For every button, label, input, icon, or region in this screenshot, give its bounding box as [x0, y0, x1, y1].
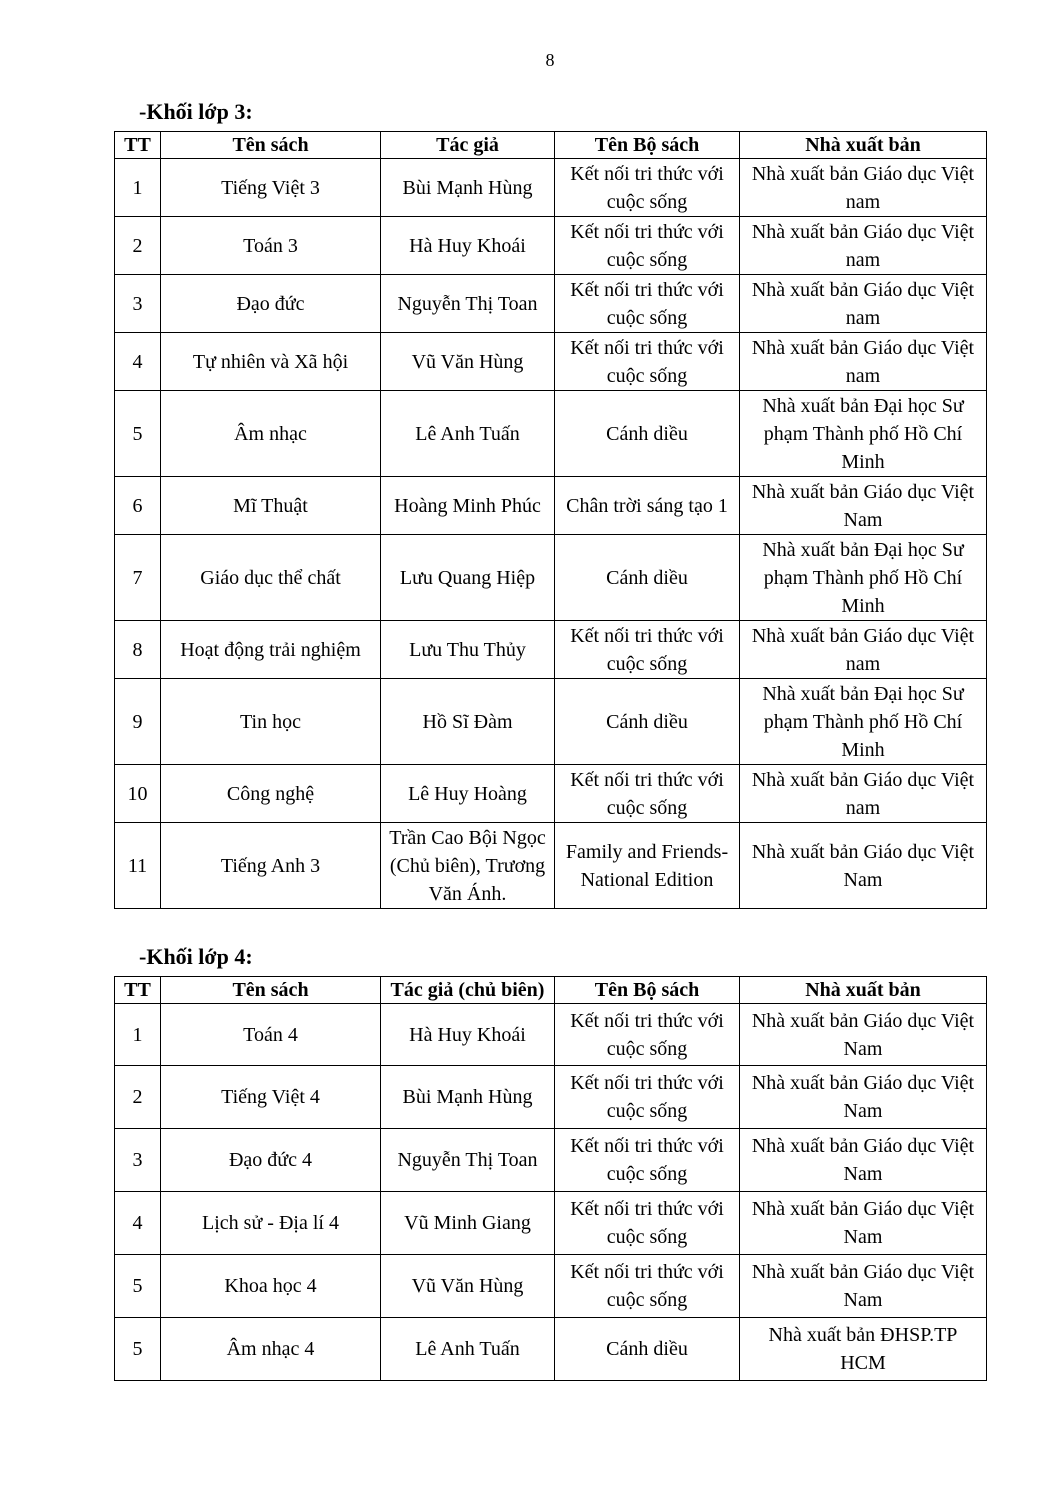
cell-publisher: Nhà xuất bản Đại học Sư phạm Thành phố Hồ Chí Minh	[740, 391, 987, 477]
cell-publisher: Nhà xuất bản Đại học Sư phạm Thành phố Hồ Chí Minh	[740, 535, 987, 621]
table-row	[115, 621, 987, 679]
cell-publisher: Nhà xuất bản Giáo dục Việt nam	[740, 765, 987, 823]
cell-book-series: Kết nối tri thức với cuộc sống	[555, 159, 740, 217]
cell-book-series: Kết nối tri thức với cuộc sống	[555, 1066, 740, 1129]
header-tt: TT	[115, 132, 161, 159]
cell-book-series: Kết nối tri thức với cuộc sống	[555, 217, 740, 275]
cell-tt: 1	[115, 159, 161, 217]
header-tt: TT	[115, 977, 161, 1004]
cell-author: Hà Huy Khoái	[381, 1004, 555, 1066]
cell-author: Vũ Minh Giang	[381, 1192, 555, 1255]
cell-tt: 2	[115, 217, 161, 275]
header-author: Tác giả	[381, 132, 555, 159]
cell-tt: 7	[115, 535, 161, 621]
cell-book-title: Tự nhiên và Xã hội	[161, 333, 381, 391]
header-book-title: Tên sách	[161, 132, 381, 159]
cell-author: Hà Huy Khoái	[381, 217, 555, 275]
cell-book-series: Cánh diều	[555, 535, 740, 621]
cell-book-series: Kết nối tri thức với cuộc sống	[555, 1192, 740, 1255]
table-row	[115, 217, 987, 275]
cell-book-title: Tin học	[161, 679, 381, 765]
cell-tt: 3	[115, 275, 161, 333]
cell-author: Nguyễn Thị Toan	[381, 1129, 555, 1192]
cell-author: Vũ Văn Hùng	[381, 333, 555, 391]
cell-author: Hồ Sĩ Đàm	[381, 679, 555, 765]
table-row	[115, 477, 987, 535]
cell-book-title: Lịch sử - Địa lí 4	[161, 1192, 381, 1255]
grade4-heading: -Khối lớp 4:	[139, 944, 253, 969]
cell-publisher: Nhà xuất bản Giáo dục Việt Nam	[740, 823, 987, 909]
cell-author: Bùi Mạnh Hùng	[381, 1066, 555, 1129]
table-row	[115, 1318, 987, 1381]
cell-tt: 3	[115, 1129, 161, 1192]
cell-author: Trần Cao Bội Ngọc (Chủ biên), Trương Văn Ánh.	[381, 823, 555, 909]
cell-publisher: Nhà xuất bản Giáo dục Việt Nam	[740, 1255, 987, 1318]
grade4-book-table	[114, 976, 987, 1381]
cell-book-title: Hoạt động trải nghiệm	[161, 621, 381, 679]
grade3-book-table	[114, 131, 987, 909]
cell-publisher: Nhà xuất bản Giáo dục Việt Nam	[740, 1192, 987, 1255]
table-row	[115, 765, 987, 823]
table-row	[115, 1129, 987, 1192]
cell-publisher: Nhà xuất bản Giáo dục Việt Nam	[740, 1129, 987, 1192]
table-row	[115, 1004, 987, 1066]
page-number: 8	[545, 50, 555, 70]
cell-tt: 11	[115, 823, 161, 909]
table-row	[115, 823, 987, 909]
table-row	[115, 1066, 987, 1129]
cell-author: Nguyễn Thị Toan	[381, 275, 555, 333]
header-publisher: Nhà xuất bản	[740, 977, 987, 1004]
cell-book-series: Cánh diều	[555, 679, 740, 765]
cell-book-title: Đạo đức 4	[161, 1129, 381, 1192]
table-header-row	[115, 977, 987, 1004]
cell-author: Vũ Văn Hùng	[381, 1255, 555, 1318]
table-row	[115, 391, 987, 477]
cell-publisher: Nhà xuất bản Giáo dục Việt nam	[740, 275, 987, 333]
cell-book-title: Tiếng Anh 3	[161, 823, 381, 909]
cell-book-series: Kết nối tri thức với cuộc sống	[555, 333, 740, 391]
cell-book-title: Toán 4	[161, 1004, 381, 1066]
cell-book-series: Family and Friends- National Edition	[555, 823, 740, 909]
cell-book-series: Kết nối tri thức với cuộc sống	[555, 1255, 740, 1318]
cell-publisher: Nhà xuất bản Giáo dục Việt Nam	[740, 477, 987, 535]
grade3-heading: -Khối lớp 3:	[139, 99, 253, 124]
table-row	[115, 535, 987, 621]
header-book-title: Tên sách	[161, 977, 381, 1004]
cell-author: Hoàng Minh Phúc	[381, 477, 555, 535]
cell-publisher: Nhà xuất bản Giáo dục Việt nam	[740, 333, 987, 391]
cell-book-title: Tiếng Việt 3	[161, 159, 381, 217]
cell-book-title: Đạo đức	[161, 275, 381, 333]
cell-publisher: Nhà xuất bản Giáo dục Việt nam	[740, 621, 987, 679]
cell-author: Lê Anh Tuấn	[381, 1318, 555, 1381]
cell-book-title: Giáo dục thể chất	[161, 535, 381, 621]
cell-book-title: Tiếng Việt 4	[161, 1066, 381, 1129]
cell-publisher: Nhà xuất bản Giáo dục Việt Nam	[740, 1066, 987, 1129]
cell-tt: 5	[115, 1255, 161, 1318]
cell-book-series: Kết nối tri thức với cuộc sống	[555, 765, 740, 823]
cell-tt: 8	[115, 621, 161, 679]
cell-publisher: Nhà xuất bản Đại học Sư phạm Thành phố Hồ Chí Minh	[740, 679, 987, 765]
cell-publisher: Nhà xuất bản Giáo dục Việt nam	[740, 159, 987, 217]
cell-book-title: Mĩ Thuật	[161, 477, 381, 535]
header-publisher: Nhà xuất bản	[740, 132, 987, 159]
cell-tt: 4	[115, 333, 161, 391]
cell-tt: 5	[115, 391, 161, 477]
cell-tt: 9	[115, 679, 161, 765]
cell-book-series: Cánh diều	[555, 1318, 740, 1381]
cell-book-title: Toán 3	[161, 217, 381, 275]
cell-tt: 1	[115, 1004, 161, 1066]
cell-book-series: Kết nối tri thức với cuộc sống	[555, 1129, 740, 1192]
cell-book-title: Khoa học 4	[161, 1255, 381, 1318]
cell-book-series: Kết nối tri thức với cuộc sống	[555, 1004, 740, 1066]
cell-tt: 6	[115, 477, 161, 535]
table-row	[115, 333, 987, 391]
table-row	[115, 1255, 987, 1318]
cell-author: Bùi Mạnh Hùng	[381, 159, 555, 217]
header-book-series: Tên Bộ sách	[555, 132, 740, 159]
cell-book-title: Công nghệ	[161, 765, 381, 823]
cell-book-series: Kết nối tri thức với cuộc sống	[555, 621, 740, 679]
cell-author: Lê Anh Tuấn	[381, 391, 555, 477]
cell-tt: 5	[115, 1318, 161, 1381]
cell-publisher: Nhà xuất bản Giáo dục Việt nam	[740, 217, 987, 275]
cell-tt: 2	[115, 1066, 161, 1129]
cell-author: Lưu Quang Hiệp	[381, 535, 555, 621]
cell-book-series: Cánh diều	[555, 391, 740, 477]
cell-author: Lưu Thu Thủy	[381, 621, 555, 679]
cell-tt: 10	[115, 765, 161, 823]
cell-book-series: Chân trời sáng tạo 1	[555, 477, 740, 535]
table-row	[115, 159, 987, 217]
cell-book-series: Kết nối tri thức với cuộc sống	[555, 275, 740, 333]
header-author: Tác giả (chủ biên)	[381, 977, 555, 1004]
table-row	[115, 275, 987, 333]
cell-author: Lê Huy Hoàng	[381, 765, 555, 823]
cell-publisher: Nhà xuất bản Giáo dục Việt Nam	[740, 1004, 987, 1066]
cell-book-title: Âm nhạc	[161, 391, 381, 477]
cell-publisher: Nhà xuất bản ĐHSP.TP HCM	[740, 1318, 987, 1381]
table-row	[115, 679, 987, 765]
cell-book-title: Âm nhạc 4	[161, 1318, 381, 1381]
header-book-series: Tên Bộ sách	[555, 977, 740, 1004]
cell-tt: 4	[115, 1192, 161, 1255]
table-header-row	[115, 132, 987, 159]
table-row	[115, 1192, 987, 1255]
